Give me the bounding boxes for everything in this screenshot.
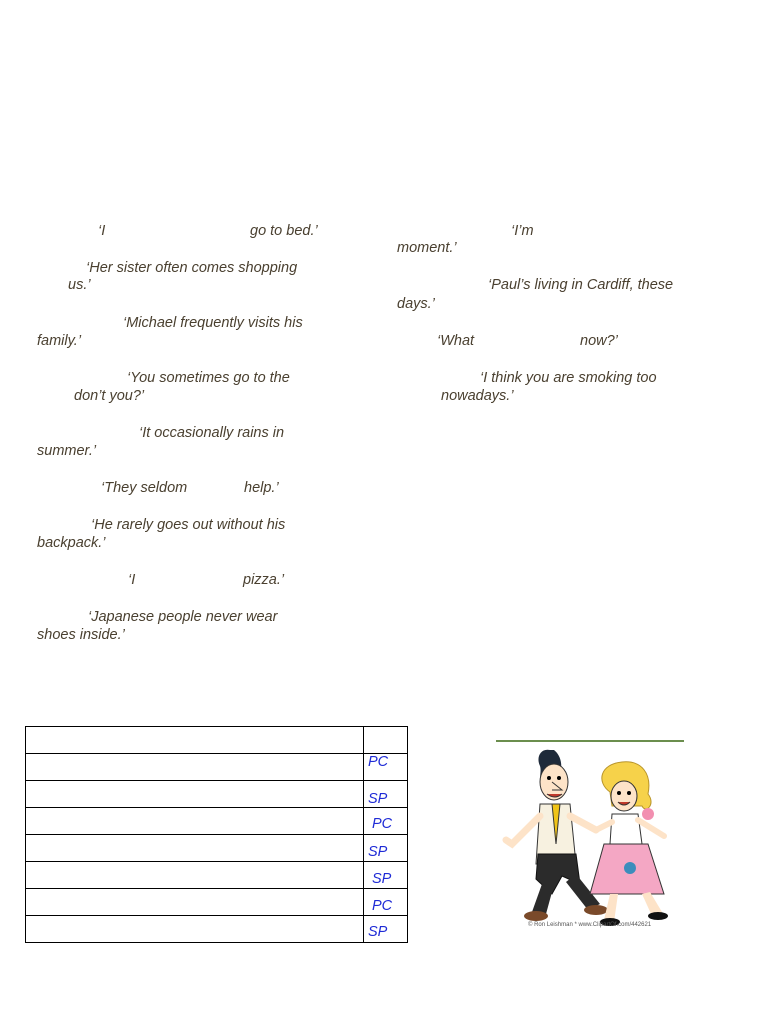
sentence-7-line2: backpack.’ xyxy=(37,535,106,551)
table-cell xyxy=(364,889,408,916)
sentence-10-line1: ‘I’m xyxy=(511,223,534,239)
table-cell xyxy=(26,862,364,889)
table-cell xyxy=(26,727,364,754)
sentence-4-line1: ‘You sometimes go to the xyxy=(127,370,290,386)
sentence-8-start: ‘I xyxy=(128,572,136,588)
table-row xyxy=(26,781,408,808)
sentence-9-line1: ‘Japanese people never wear xyxy=(88,609,278,625)
tense-tag: SP xyxy=(368,924,388,940)
sentence-3-line1: ‘Michael frequently visits his xyxy=(123,315,303,331)
sentence-11-line2: days.’ xyxy=(397,296,435,312)
table-cell xyxy=(364,862,408,889)
sentence-13-line2: nowadays.’ xyxy=(441,388,514,404)
sentence-3-line2: family.’ xyxy=(37,333,82,349)
divider-line xyxy=(496,740,684,742)
tense-tag: PC xyxy=(372,898,393,914)
woman-figure xyxy=(590,762,668,926)
tense-tag: SP xyxy=(368,844,388,860)
table-cell xyxy=(26,781,364,808)
table-cell xyxy=(364,835,408,862)
sentence-12-end: now?’ xyxy=(580,333,618,349)
table-cell xyxy=(26,808,364,835)
tense-tag: SP xyxy=(368,791,388,807)
table-cell xyxy=(26,754,364,781)
sentence-5-line2: summer.’ xyxy=(37,443,97,459)
sentence-6-end: help.’ xyxy=(244,480,279,496)
table-row xyxy=(26,889,408,916)
dancing-couple-clipart xyxy=(492,744,688,934)
table-row xyxy=(26,916,408,943)
table-cell xyxy=(26,835,364,862)
table-row xyxy=(26,808,408,835)
table-row xyxy=(26,835,408,862)
sentence-1-start: ‘I xyxy=(98,223,106,239)
tense-tag: PC xyxy=(368,754,389,770)
sentence-13-line1: ‘I think you are smoking too xyxy=(480,370,657,386)
sentence-6-start: ‘They seldom xyxy=(101,480,188,496)
sentence-9-line2: shoes inside.’ xyxy=(37,627,125,643)
table-cell xyxy=(364,916,408,943)
sentence-2-line1: ‘Her sister often comes shopping xyxy=(86,260,298,276)
table-row xyxy=(26,862,408,889)
sentence-7-line1: ‘He rarely goes out without his xyxy=(91,517,286,533)
sentence-8-end: pizza.’ xyxy=(243,572,285,588)
table-cell xyxy=(26,889,364,916)
clipart-credit: © Ron Leishman * www.ClipartOf.com/442621 xyxy=(528,922,652,928)
man-figure xyxy=(506,750,608,921)
sentence-4-line2: don’t you?’ xyxy=(74,388,145,404)
tense-tag: SP xyxy=(372,871,392,887)
table-cell xyxy=(26,916,364,943)
sentence-12-start: ‘What xyxy=(437,333,475,349)
table-cell xyxy=(364,754,408,781)
answer-table xyxy=(25,726,408,943)
sentence-1-end: go to bed.’ xyxy=(250,223,318,239)
table-cell xyxy=(364,808,408,835)
sentence-2-line2: us.’ xyxy=(68,277,91,293)
table-cell xyxy=(364,781,408,808)
table-row xyxy=(26,727,408,754)
tense-tag: PC xyxy=(372,816,393,832)
sentence-5-line1: ‘It occasionally rains in xyxy=(139,425,285,441)
table-cell xyxy=(364,727,408,754)
table-row xyxy=(26,754,408,781)
sentence-11-line1: ‘Paul’s living in Cardiff, these xyxy=(488,277,674,293)
sentence-10-line2: moment.’ xyxy=(397,240,457,256)
